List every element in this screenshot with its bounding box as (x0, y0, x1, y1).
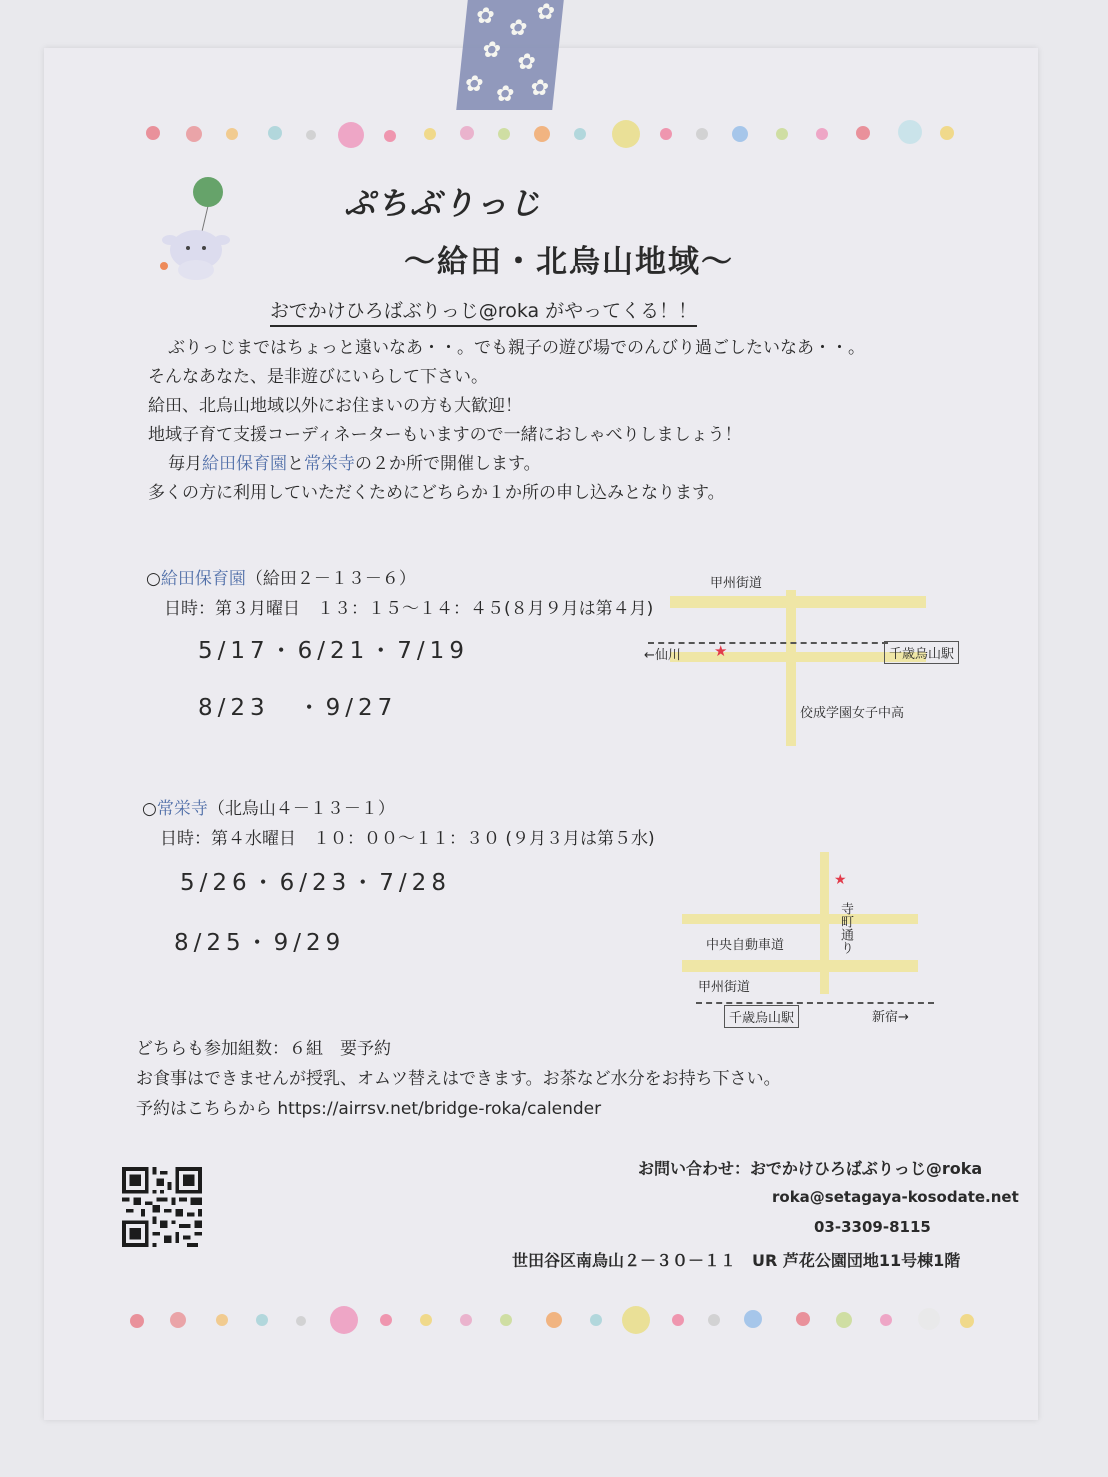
notes-food: お食事はできませんが授乳、オムツ替えはできます。お茶など水分をお持ち下さい。 (136, 1069, 781, 1089)
intro-line: ぶりっじまではちょっと遠いなあ・・。でも親子の遊び場でのんびり過ごしたいなあ・・。 (168, 338, 865, 358)
venue2-name: 常栄寺 (156, 799, 208, 819)
venue1-name: 給田保育園 (160, 569, 246, 589)
qr-code (122, 1167, 202, 1247)
map2-station-label: 千歳烏山駅 (724, 1005, 799, 1028)
contact-email[interactable]: roka@setagaya-kosodate.net (772, 1188, 1019, 1206)
venue2-address: （北烏山４－１３－１） (207, 799, 395, 819)
venue2-dates-row2: 8/25・9/29 (174, 930, 346, 956)
map2-expressway-label: 中央自動車道 (706, 938, 785, 953)
venue-link-joeiji: 常栄寺 (304, 454, 355, 474)
intro-line: 多くの方に利用していただくためにどちらか１か所の申し込みとなります。 (148, 483, 725, 503)
map1-river-label: ←仙川 (644, 648, 681, 663)
intro-line: 地域子育て支援コーディネーターもいますので一緒におしゃべりしましょう！ (148, 425, 742, 445)
venue1-dates-row2: 8/23 ・9/27 (198, 695, 398, 721)
map2-road-label: 甲州街道 (698, 980, 751, 995)
title-line-2: 〜給田・北烏山地域〜 (404, 244, 734, 280)
title-line-1: ぷちぶりっじ (344, 186, 542, 222)
mascot-illustration (150, 172, 240, 282)
top-dot-border (0, 120, 1108, 150)
intro-paragraph (148, 334, 865, 508)
venue1-heading: ○給田保育園（給田２－１３－６） (146, 569, 416, 589)
map1-station-label: 千歳烏山駅 (884, 641, 959, 664)
map2-street-label: 寺町通り (838, 902, 853, 954)
contact-phone[interactable]: 03-3309-8115 (814, 1218, 931, 1236)
notes-reservation-link[interactable]: 予約はこちらから https://airrsv.net/bridge-roka/calender (136, 1099, 602, 1119)
venue1-schedule: 日時：第３月曜日 １３：１５～１４：４５(８月９月は第４月) (164, 599, 654, 619)
venue1-dates-row1: 5/17・6/21・7/19 (198, 638, 469, 664)
notes-capacity: どちらも参加組数：６組 要予約 (136, 1039, 391, 1059)
venue2-schedule: 日時：第４水曜日 １０：００～１１：３０ (９月３月は第５水) (160, 829, 655, 849)
intro-line: 給田、北烏山地域以外にお住まいの方も大歓迎！ (148, 396, 522, 416)
venue1-map (640, 570, 980, 750)
map1-road-label: 甲州街道 (710, 576, 763, 591)
contact-address: 世田谷区南烏山２－３０－１１ UR 芦花公園団地11号棟1階 (512, 1251, 961, 1270)
intro-line-venues: 毎月給田保育園と常栄寺の２か所で開催します。 (168, 454, 541, 474)
venue2-map (676, 850, 946, 1030)
bottom-dot-border (0, 1306, 1108, 1336)
intro-line: そんなあなた、是非遊びにいらして下さい。 (148, 367, 488, 387)
map2-shinjuku-label: 新宿→ (872, 1010, 909, 1025)
venue2-heading: ○常栄寺（北烏山４－１３－１） (142, 799, 395, 819)
venue1-address: （給田２－１３－６） (245, 569, 416, 589)
washi-tape: ✿ ✿ ✿ ✿ ✿ ✿ ✿ ✿ (456, 0, 564, 110)
venue-link-kyuden: 給田保育園 (202, 454, 287, 474)
map1-school-label: 佼成学園女子中高 (800, 706, 905, 721)
map1-star-icon: ★ (714, 642, 728, 660)
venue2-dates-row1: 5/26・6/23・7/28 (180, 870, 451, 896)
contact-inquiry: お問い合わせ：おでかけひろばぶりっじ@roka (638, 1159, 983, 1178)
map2-star-icon: ★ (834, 872, 847, 888)
subtitle: おでかけひろばぶりっじ@roka がやってくる！！ (270, 296, 697, 327)
